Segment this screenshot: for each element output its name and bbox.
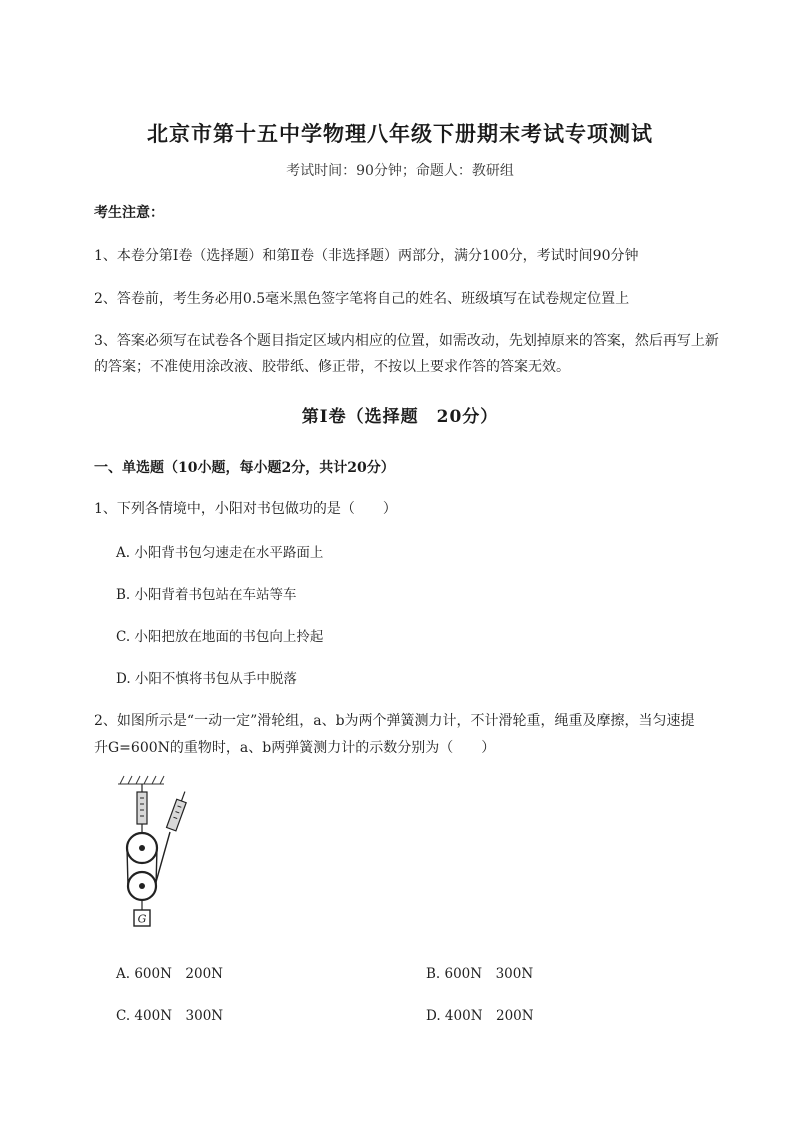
ceiling-hatch <box>118 776 164 784</box>
page-title: 北京市第十五中学物理八年级下册期末考试专项测试 <box>147 121 653 146</box>
spring-balance-a <box>137 792 147 824</box>
notice-heading: 考生注意： <box>94 205 164 221</box>
spring-balance-b <box>167 790 190 831</box>
question-1-option-b: B. 小阳背着书包站在车站等车 <box>116 587 297 603</box>
question-2-option-a: A. 600N 200N <box>116 966 223 982</box>
part-heading: 一、单选题（10小题，每小题2分，共计20分） <box>94 460 395 476</box>
section-title: 第I卷（选择题 20分） <box>301 407 499 427</box>
notice-item-3-cont: 的答案；不准使用涂改液、胶带纸、修正带，不按以上要求作答的答案无效。 <box>94 359 570 375</box>
question-2-stem-cont: 升G=600N的重物时，a、b两弹簧测力计的示数分别为（ ） <box>94 740 496 756</box>
question-1-option-d: D. 小阳不慎将书包从手中脱落 <box>116 671 297 687</box>
exam-info: 考试时间：90分钟；命题人：教研组 <box>286 163 514 179</box>
question-1-option-c: C. 小阳把放在地面的书包向上拎起 <box>116 629 324 645</box>
question-1-option-a: A. 小阳背书包匀速走在水平路面上 <box>116 545 324 561</box>
question-2-stem: 2、如图所示是“一动一定”滑轮组，a、b为两个弹簧测力计，不计滑轮重，绳重及摩擦，当匀速提 <box>94 713 695 729</box>
question-2-option-c: C. 400N 300N <box>116 1008 224 1024</box>
notice-item-3: 3、答案必须写在试卷各个题目指定区域内相应的位置，如需改动，先划掉原来的答案，然后再写上新 <box>94 333 719 349</box>
question-1-stem: 1、下列各情境中，小阳对书包做功的是（ ） <box>94 501 397 517</box>
weight-label: G <box>137 912 147 926</box>
question-2-option-d: D. 400N 200N <box>426 1008 534 1024</box>
notice-item-1: 1、本卷分第I卷（选择题）和第Ⅱ卷（非选择题）两部分，满分100分，考试时间90分钟 <box>94 248 639 264</box>
pulley-diagram <box>114 770 194 930</box>
question-2-option-b: B. 600N 300N <box>426 966 534 982</box>
notice-item-2: 2、答卷前，考生务必用0.5毫米黑色签字笔将自己的姓名、班级填写在试卷规定位置上 <box>94 291 630 307</box>
